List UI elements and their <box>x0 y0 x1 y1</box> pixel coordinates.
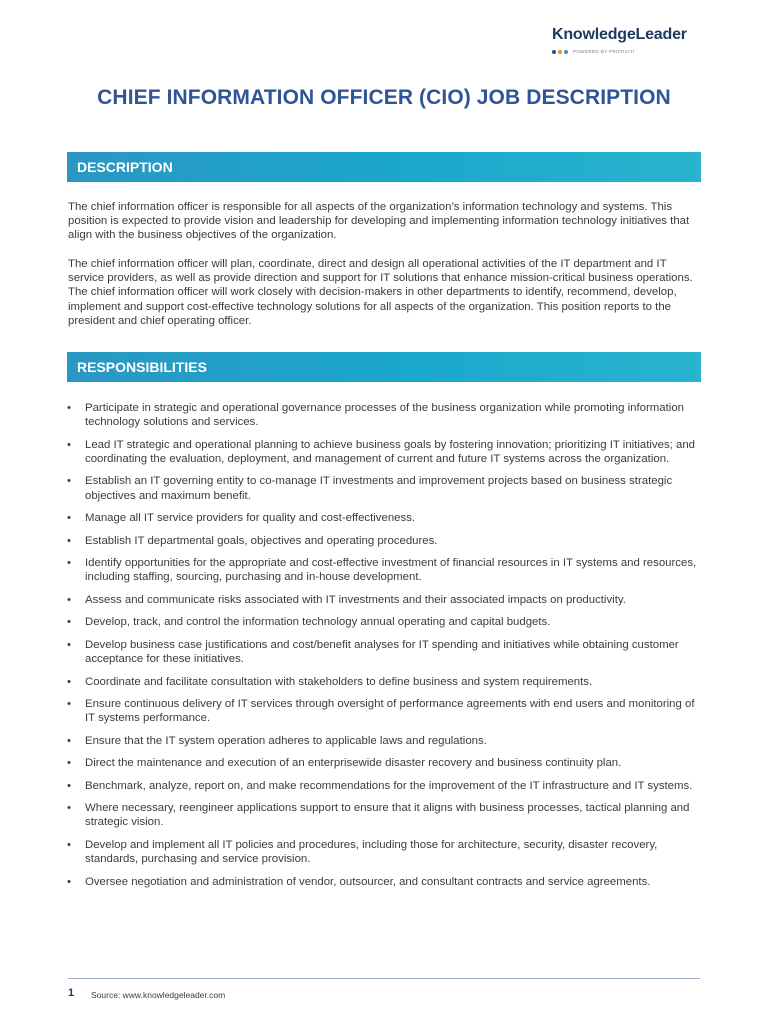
bullet-icon: • <box>67 698 71 711</box>
page-title: CHIEF INFORMATION OFFICER (CIO) JOB DESCRIPTION <box>97 86 671 109</box>
bullet-icon: • <box>67 616 71 629</box>
responsibility-text: Develop business case justifications and cost/benefit analyses for IT spending and initiatives while obtaining customer acceptance for these initiatives. <box>85 638 679 666</box>
responsibilities-list <box>66 401 702 897</box>
responsibility-item <box>66 511 702 525</box>
responsibility-item <box>66 801 702 829</box>
responsibility-text: Identify opportunities for the appropriate and cost-effective investment of financial resources in IT systems and resources, including staffing, sourcing, purchasing and in-house development. <box>85 557 697 584</box>
responsibility-text: Direct the maintenance and execution of an enterprisewide disaster recovery and business continuity plan. <box>85 757 622 770</box>
bullet-icon: • <box>67 838 71 851</box>
logo-dots-icon <box>552 50 568 54</box>
bullet-icon: • <box>67 638 71 651</box>
responsibility-text: Establish an IT governing entity to co-manage IT investments and improvement projects based on business strategic objectives and maximum benefit. <box>85 475 673 502</box>
bullet-icon: • <box>67 734 71 747</box>
responsibility-text: Participate in strategic and operational governance processes of the business organization while promoting information technology solutions and services. <box>85 402 684 429</box>
responsibilities-heading: RESPONSIBILITIES <box>67 352 701 382</box>
logo-dot <box>564 50 568 54</box>
bullet-icon: • <box>67 675 71 688</box>
responsibility-text: Develop and implement all IT policies and procedures, including those for architecture, security, disaster recovery, standards, purchasing and service provision. <box>85 838 658 866</box>
responsibility-item <box>66 556 702 584</box>
responsibility-item <box>66 438 702 466</box>
responsibility-item <box>66 779 702 793</box>
description-heading: DESCRIPTION <box>67 152 701 182</box>
logo-name: KnowledgeLeader <box>552 26 687 43</box>
page-number: 1 <box>68 987 75 999</box>
responsibility-item <box>66 593 702 607</box>
bullet-icon: • <box>67 779 71 792</box>
bullet-icon: • <box>67 875 71 888</box>
responsibility-item <box>66 875 702 889</box>
bullet-icon: • <box>67 757 71 770</box>
responsibility-item <box>66 756 702 770</box>
source-citation: Source: www.knowledgeleader.com <box>91 990 226 1000</box>
responsibility-text: Benchmark, analyze, report on, and make recommendations for the improvement of the IT infrastructure and IT systems. <box>85 779 693 792</box>
responsibility-text: Lead IT strategic and operational planning to achieve business goals by fostering innovation; prioritizing IT initiatives; and coordinating the evaluation, deployment, and management of current and future IT systems across the organization. <box>85 438 695 465</box>
logo-tagline: POWERED BY PROTIVITI <box>573 49 635 54</box>
knowledgeleader-logo <box>552 26 700 54</box>
responsibility-text: Establish IT departmental goals, objectives and operating procedures. <box>85 534 438 547</box>
bullet-icon: • <box>67 557 71 570</box>
bullet-icon: • <box>67 438 71 451</box>
responsibility-text: Coordinate and facilitate consultation with stakeholders to define business and system requirements. <box>85 675 593 688</box>
bullet-icon: • <box>67 402 71 414</box>
bullet-icon: • <box>67 475 71 488</box>
responsibility-text: Where necessary, reengineer applications support to ensure that it aligns with business processes, tactical planning and strategic vision. <box>85 802 690 829</box>
bullet-icon: • <box>67 512 71 525</box>
responsibility-text: Manage all IT service providers for quality and cost-effectiveness. <box>85 512 416 525</box>
responsibility-item <box>66 675 702 689</box>
footer-divider <box>68 978 700 979</box>
responsibility-item <box>66 401 702 429</box>
responsibility-item <box>66 697 702 725</box>
responsibility-item <box>66 734 702 748</box>
responsibility-text: Assess and communicate risks associated with IT investments and their associated impacts on productivity. <box>85 593 626 606</box>
description-paragraph: The chief information officer will plan, coordinate, direct and design all operational activities of the IT department and IT service providers, as well as provide direction and support for IT solutions that enhance mission-critical business operations. The chief information officer will work closely with decision-makers in other departments to identify, recommend, develop, implement and support cost-effective technology solutions for all aspects of the organization. This position reports to the president and chief operating officer. <box>68 258 693 327</box>
description-paragraph: The chief information officer is responsible for all aspects of the organization’s information technology and systems. This position is expected to provide vision and leadership for developing and implementing information technology initiatives that align with the business objectives of the organization. <box>68 201 690 242</box>
logo-subline <box>552 49 700 54</box>
responsibility-text: Develop, track, and control the information technology annual operating and capital budgets. <box>85 616 551 629</box>
bullet-icon: • <box>67 534 71 547</box>
responsibility-item <box>66 638 702 666</box>
responsibility-item <box>66 838 702 866</box>
responsibility-item <box>66 534 702 548</box>
logo-dot <box>558 50 562 54</box>
responsibility-text: Ensure continuous delivery of IT services through oversight of performance agreements with end users and monitoring of IT systems performance. <box>85 698 695 725</box>
bullet-icon: • <box>67 802 71 815</box>
logo-dot <box>552 50 556 54</box>
responsibility-item <box>66 474 702 502</box>
responsibility-text: Ensure that the IT system operation adheres to applicable laws and regulations. <box>85 734 487 747</box>
bullet-icon: • <box>67 593 71 606</box>
responsibility-text: Oversee negotiation and administration of vendor, outsourcer, and consultant contracts and service agreements. <box>85 875 651 888</box>
responsibility-item <box>66 615 702 629</box>
